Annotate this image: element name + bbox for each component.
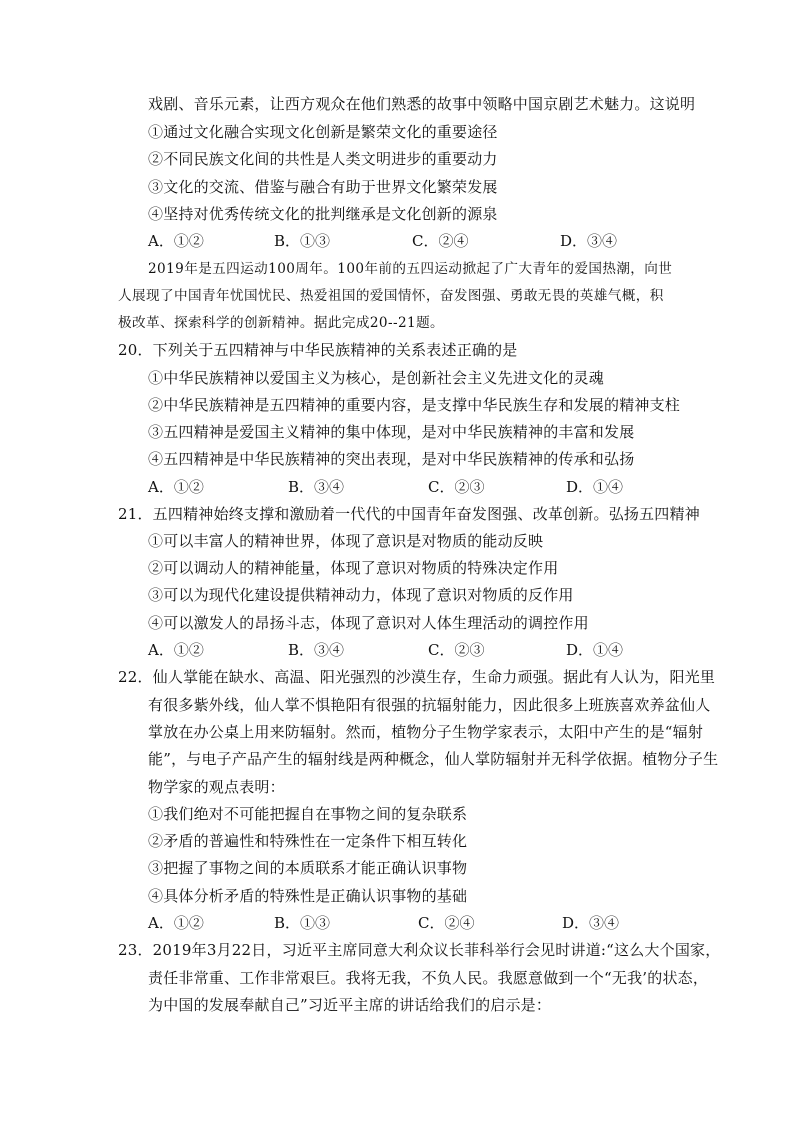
q22-option-a: A．①② [148,914,204,932]
q23-stem-line-2: 责任非常重、工作非常艰巨。我将无我，不负人民。我愿意做到一个“无我’的状态， [148,969,709,987]
q21-statement-2: ②可以调动人的精神能量，体现了意识对物质的特殊决定作用 [148,559,559,577]
q20-statement-1: ①中华民族精神以爱国主义为核心，是创新社会主义先进文化的灵魂 [148,369,605,387]
q22-stem-line-2: 有很多紫外线，仙人掌不惧艳阳有很强的抗辐射能力，因此很多上班族喜欢养盆仙人 [148,696,711,714]
q19-statement-4: ④坚持对优秀传统文化的批判继承是文化创新的源泉 [148,205,498,223]
q20-stem: 20．下列关于五四精神与中华民族精神的关系表述正确的是 [118,341,518,359]
q19-statement-1: ①通过文化融合实现文化创新是繁荣文化的重要途径 [148,123,498,141]
q21-option-b: B．③④ [288,641,345,659]
q21-option-c: C．②③ [428,641,485,659]
q19-option-b: B．①③ [274,232,331,250]
q22-stem-line-3: 掌放在办公桌上用来防辐射。然而，植物分子生物学家表示，太阳中产生的是“辐射 [148,723,704,741]
q21-stem: 21．五四精神始终支撑和激励着一代代的中国青年奋发图强、改革创新。弘扬五四精神 [118,505,700,523]
q20-statement-2: ②中华民族精神是五四精神的重要内容，是支撑中华民族生存和发展的精神支柱 [148,396,681,414]
q20-statement-4: ④五四精神是中华民族精神的突出表现，是对中华民族精神的传承和弘扬 [148,450,635,468]
q20-option-c: C．②③ [428,478,485,496]
q22-option-c: C．②④ [418,914,475,932]
q20-options [148,477,648,497]
q19-option-c: C．②④ [412,232,469,250]
q21-statement-1: ①可以丰富人的精神世界，体现了意识是对物质的能动反映 [148,532,544,550]
q21-statement-4: ④可以激发人的昂扬斗志，体现了意识对人体生理活动的调控作用 [148,614,589,632]
q21-options [148,640,648,660]
q20-option-d: D．①④ [566,478,624,496]
q22-statement-1: ①我们绝对不可能把握自在事物之间的复杂联系 [148,805,468,823]
q19-stem-tail: 戏剧、音乐元素，让西方观众在他们熟悉的故事中领略中国京剧艺术魅力。这说明 [148,95,696,113]
q22-stem-line-1: 22．仙人掌能在缺水、高温、阳光强烈的沙漠生存，生命力顽强。据此有人认为，阳光里 [118,668,716,686]
q22-statement-3: ③把握了事物之间的本质联系才能正确认识事物 [148,859,468,877]
q19-statement-2: ②不同民族文化间的共性是人类文明进步的重要动力 [148,150,498,168]
q23-stem-line-3: 为中国的发展奉献自己”习近平主席的讲话给我们的启示是： [148,996,552,1014]
q21-option-a: A．①② [148,641,204,659]
q21-statement-3: ③可以为现代化建设提供精神动力，体现了意识对物质的反作用 [148,586,574,604]
q23-stem-line-1: 23．2019年3月22日，习近平主席同意大利众议长菲科举行会见时讲道:“这么大个国家， [118,941,721,959]
q19-option-d: D．③④ [560,232,618,250]
q20-option-a: A．①② [148,478,204,496]
q20-option-b: B．③④ [288,478,345,496]
q19-options [148,231,648,251]
q22-option-b: B．①③ [274,914,331,932]
passage-line-1: 2019年是五四运动100周年。100年前的五四运动掀起了广大青年的爱国热潮，向世 [148,261,673,277]
q19-statement-3: ③文化的交流、借鉴与融合有助于世界文化繁荣发展 [148,178,498,196]
q22-options [148,913,648,933]
q22-stem-line-5: 物学家的观点表明： [148,778,285,796]
passage-line-3: 极改革、探索科学的创新精神。据此完成20--21题。 [118,315,445,331]
q22-option-d: D．③④ [562,914,620,932]
q20-statement-3: ③五四精神是爱国主义精神的集中体现，是对中华民族精神的丰富和发展 [148,423,635,441]
q22-stem-line-4: 能”，与电子产品产生的辐射线是两种概念，仙人掌防辐射并无科学依据。植物分子生 [148,750,719,768]
q21-option-d: D．①④ [566,641,624,659]
passage-line-2: 人展现了中国青年忧国忧民、热爱祖国的爱国情怀，奋发图强、勇敢无畏的英雄气概，积 [118,288,664,304]
q22-statement-4: ④具体分析矛盾的特殊性是正确认识事物的基础 [148,887,468,905]
q19-option-a: A．①② [148,232,204,250]
q22-statement-2: ②矛盾的普遍性和特殊性在一定条件下相互转化 [148,832,468,850]
